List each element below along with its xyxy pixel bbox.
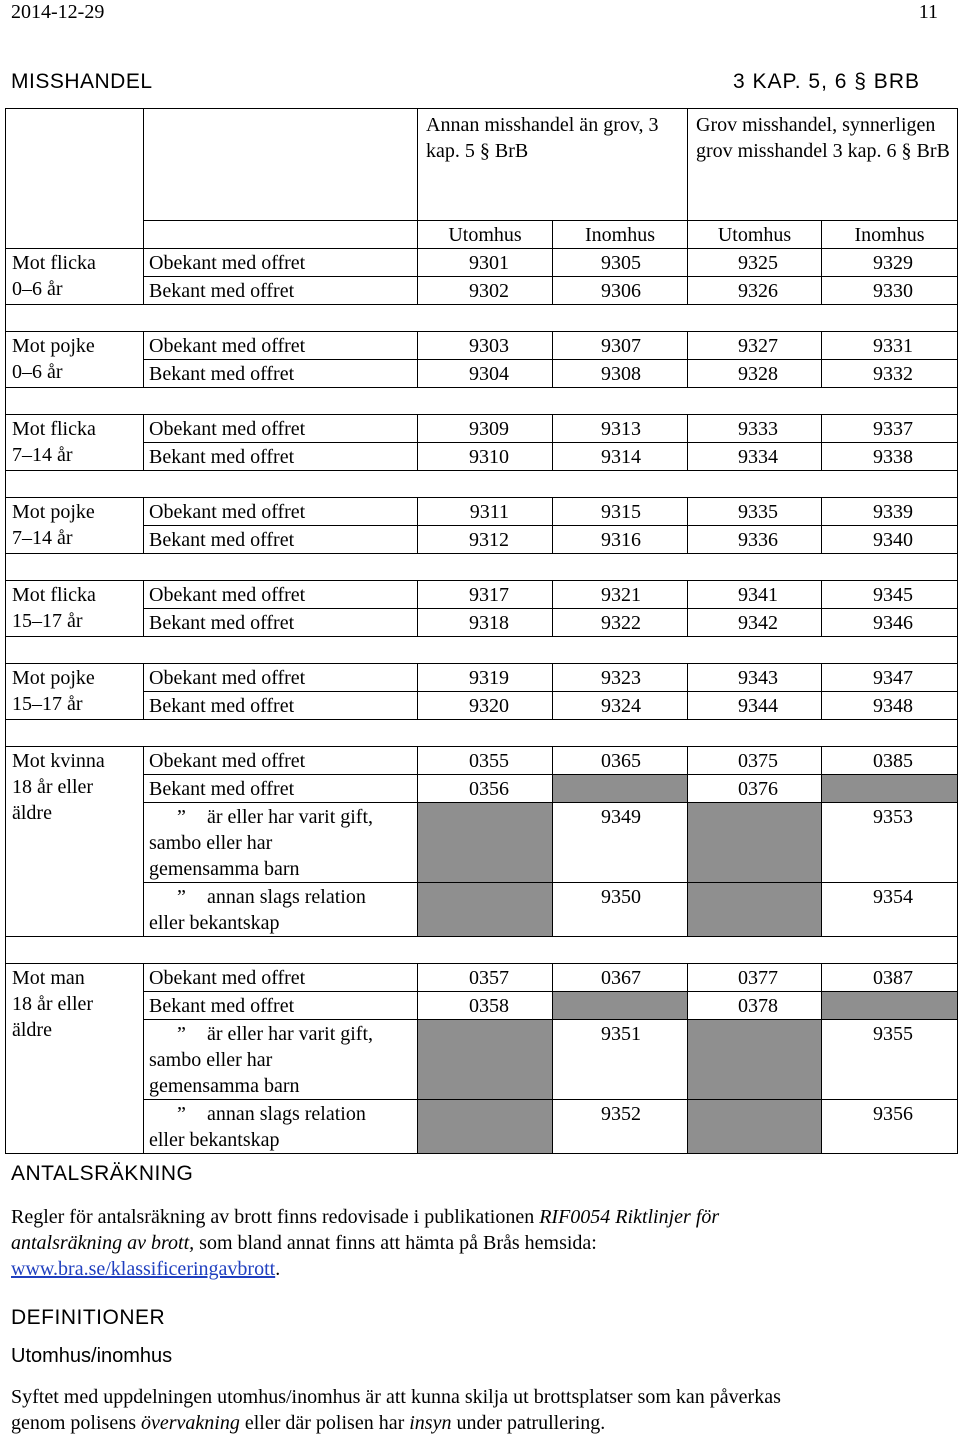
crime-code-cell: 9312 <box>418 526 553 554</box>
crime-code-cell: 9317 <box>418 581 553 609</box>
relation-label <box>144 332 418 360</box>
crime-code-cell: 0357 <box>418 964 553 992</box>
table-row <box>6 692 958 720</box>
relation-label-text: Bekant med offret <box>149 280 295 302</box>
spacer-row <box>6 554 958 581</box>
crime-code-cell: 9318 <box>418 609 553 637</box>
relation-label <box>144 443 418 471</box>
bra-website-link[interactable]: www.bra.se/klassificeringavbrott <box>11 1258 276 1280</box>
crime-code-cell: 9333 <box>688 415 822 443</box>
relation-label <box>144 692 418 720</box>
spacer-cell <box>6 388 958 415</box>
crime-code-cell: 9323 <box>553 664 688 692</box>
crime-code-table-body <box>6 109 958 1154</box>
emphasis: övervakning <box>141 1412 240 1434</box>
victim-category-line: 0–6 år <box>12 278 63 300</box>
victim-category-line: Mot flicka <box>12 252 96 274</box>
spacer-cell <box>6 471 958 498</box>
antalsrakning-paragraph <box>11 1204 911 1282</box>
victim-category <box>6 664 144 720</box>
relation-label-line: är eller har varit gift, <box>207 1023 374 1045</box>
table-row <box>6 964 958 992</box>
crime-code-cell: 9305 <box>553 249 688 277</box>
relation-label <box>144 415 418 443</box>
paragraph-text: genom polisens <box>11 1412 141 1434</box>
crime-code-cell: 9332 <box>822 360 958 388</box>
table-row <box>6 332 958 360</box>
crime-code-cell: 9304 <box>418 360 553 388</box>
relation-label-line: sambo eller har <box>149 1049 273 1071</box>
crime-code-cell: 0385 <box>822 747 958 775</box>
not-applicable-cell <box>688 803 822 883</box>
victim-category-line: Mot flicka <box>12 584 96 606</box>
relation-label <box>144 277 418 305</box>
crime-code-cell: 0365 <box>553 747 688 775</box>
not-applicable-cell <box>418 1100 553 1154</box>
crime-code-cell: 0358 <box>418 992 553 1020</box>
crime-code-cell: 9346 <box>822 609 958 637</box>
relation-label-line: gemensamma barn <box>149 1075 300 1097</box>
section-title: MISSHANDEL <box>11 70 153 93</box>
crime-code-cell: 0375 <box>688 747 822 775</box>
crime-code-cell: 9306 <box>553 277 688 305</box>
crime-code-table <box>5 108 958 1154</box>
relation-label-line: eller bekantskap <box>149 912 280 934</box>
header-empty-cell <box>144 109 418 221</box>
relation-label <box>144 803 418 883</box>
crime-code-cell: 9315 <box>553 498 688 526</box>
relation-label-text: Bekant med offret <box>149 778 295 800</box>
relation-label <box>144 498 418 526</box>
table-row <box>6 415 958 443</box>
relation-label-text: Bekant med offret <box>149 363 295 385</box>
table-row <box>6 443 958 471</box>
not-applicable-cell <box>418 1020 553 1100</box>
victim-category-line: Mot kvinna <box>12 750 105 772</box>
not-applicable-cell <box>822 775 958 803</box>
relation-label <box>144 664 418 692</box>
header-date: 2014-12-29 <box>11 1 105 23</box>
header-empty-cell <box>144 221 418 249</box>
crime-code-cell: 9342 <box>688 609 822 637</box>
crime-code-cell: 0355 <box>418 747 553 775</box>
relation-label-text: Obekant med offret <box>149 418 306 440</box>
ditto-mark: ” <box>177 806 186 828</box>
header-empty-cell <box>6 109 144 221</box>
crime-code-cell: 9314 <box>553 443 688 471</box>
page-number: 11 <box>918 1 938 23</box>
relation-label <box>144 1100 418 1154</box>
table-row <box>6 249 958 277</box>
relation-label <box>144 249 418 277</box>
relation-label <box>144 964 418 992</box>
column-header: Utomhus <box>688 221 822 249</box>
table-subheader-row <box>6 221 958 249</box>
crime-code-cell: 0378 <box>688 992 822 1020</box>
not-applicable-cell <box>553 992 688 1020</box>
section-law-reference: 3 KAP. 5, 6 § BRB <box>732 70 920 93</box>
relation-label-line: annan slags relation <box>207 1103 366 1125</box>
crime-code-cell: 0377 <box>688 964 822 992</box>
crime-code-cell: 9336 <box>688 526 822 554</box>
crime-code-cell: 9328 <box>688 360 822 388</box>
victim-category-line: Mot pojke <box>12 335 95 357</box>
table-row <box>6 992 958 1020</box>
spacer-row <box>6 305 958 332</box>
paragraph-text: eller där polisen har <box>239 1412 410 1434</box>
relation-label <box>144 883 418 937</box>
crime-code-cell: 9355 <box>822 1020 958 1100</box>
crime-code-cell: 9309 <box>418 415 553 443</box>
victim-category-line: Mot flicka <box>12 418 96 440</box>
relation-label-text: Bekant med offret <box>149 529 295 551</box>
table-row <box>6 609 958 637</box>
table-row <box>6 803 958 883</box>
crime-code-cell: 9316 <box>553 526 688 554</box>
crime-code-cell: 9310 <box>418 443 553 471</box>
antalsrakning-title: ANTALSRÄKNING <box>11 1162 194 1185</box>
crime-code-cell: 9320 <box>418 692 553 720</box>
definition-paragraph <box>11 1384 911 1436</box>
crime-code-cell: 9334 <box>688 443 822 471</box>
victim-category-line: Mot pojke <box>12 667 95 689</box>
victim-category-line: 7–14 år <box>12 444 73 466</box>
victim-category-line: 18 år eller <box>12 776 94 798</box>
crime-code-cell: 9308 <box>553 360 688 388</box>
relation-label <box>144 581 418 609</box>
relation-label <box>144 992 418 1020</box>
crime-code-cell: 9322 <box>553 609 688 637</box>
column-header: Utomhus <box>418 221 553 249</box>
relation-label-text: Obekant med offret <box>149 501 306 523</box>
crime-code-cell: 9326 <box>688 277 822 305</box>
crime-code-cell: 9356 <box>822 1100 958 1154</box>
crime-code-cell: 9337 <box>822 415 958 443</box>
crime-code-cell: 9335 <box>688 498 822 526</box>
relation-label-text: Obekant med offret <box>149 584 306 606</box>
victim-category <box>6 249 144 305</box>
crime-code-cell: 9343 <box>688 664 822 692</box>
crime-code-cell: 9311 <box>418 498 553 526</box>
crime-code-cell: 9352 <box>553 1100 688 1154</box>
victim-category-line: Mot pojke <box>12 501 95 523</box>
relation-label-text: Obekant med offret <box>149 667 306 689</box>
crime-code-cell: 0376 <box>688 775 822 803</box>
crime-code-cell: 9307 <box>553 332 688 360</box>
victim-category <box>6 581 144 637</box>
crime-code-cell: 9351 <box>553 1020 688 1100</box>
crime-code-cell: 9324 <box>553 692 688 720</box>
table-row <box>6 775 958 803</box>
emphasis: insyn <box>409 1412 452 1434</box>
paragraph-text: . <box>275 1258 281 1280</box>
relation-label <box>144 360 418 388</box>
definitioner-title: DEFINITIONER <box>11 1306 166 1329</box>
crime-code-cell: 9301 <box>418 249 553 277</box>
not-applicable-cell <box>553 775 688 803</box>
table-row <box>6 1100 958 1154</box>
victim-category <box>6 332 144 388</box>
publication-title: RIF0054 Riktlinjer för <box>539 1206 720 1228</box>
table-row <box>6 360 958 388</box>
not-applicable-cell <box>688 883 822 937</box>
victim-category-line: 18 år eller <box>12 993 94 1015</box>
column-header: Inomhus <box>822 221 958 249</box>
not-applicable-cell <box>688 1100 822 1154</box>
crime-code-cell: 9319 <box>418 664 553 692</box>
relation-label-text: Bekant med offret <box>149 612 295 634</box>
relation-label-line: är eller har varit gift, <box>207 806 374 828</box>
crime-code-cell: 9327 <box>688 332 822 360</box>
paragraph-text: under patrullering. <box>451 1412 606 1434</box>
table-row <box>6 747 958 775</box>
relation-label-text: Bekant med offret <box>149 995 295 1017</box>
paragraph-text: som bland annat finns att hämta på Brås hemsida: <box>194 1232 597 1254</box>
not-applicable-cell <box>822 992 958 1020</box>
column-header: Inomhus <box>553 221 688 249</box>
relation-label-text: Obekant med offret <box>149 252 306 274</box>
table-row <box>6 1020 958 1100</box>
relation-label <box>144 775 418 803</box>
publication-title: antalsräkning av brott, <box>11 1232 195 1254</box>
table-row <box>6 498 958 526</box>
victim-category-line: 15–17 år <box>12 693 83 715</box>
crime-code-cell: 9350 <box>553 883 688 937</box>
crime-code-cell: 9325 <box>688 249 822 277</box>
table-row <box>6 277 958 305</box>
crime-code-cell: 0367 <box>553 964 688 992</box>
crime-code-cell: 9321 <box>553 581 688 609</box>
crime-code-cell: 9349 <box>553 803 688 883</box>
crime-code-cell: 9348 <box>822 692 958 720</box>
not-applicable-cell <box>418 803 553 883</box>
victim-category-line: äldre <box>12 1019 52 1041</box>
spacer-row <box>6 720 958 747</box>
crime-code-cell: 9303 <box>418 332 553 360</box>
crime-code-cell: 9329 <box>822 249 958 277</box>
not-applicable-cell <box>418 883 553 937</box>
relation-label <box>144 747 418 775</box>
spacer-row <box>6 937 958 964</box>
ditto-mark: ” <box>177 1023 186 1045</box>
relation-label-line: gemensamma barn <box>149 858 300 880</box>
ditto-mark: ” <box>177 1103 186 1125</box>
header-annan-misshandel: Annan misshandel än grov, 3 kap. 5 § BrB <box>418 109 688 221</box>
victim-category <box>6 415 144 471</box>
victim-category-line: Mot man <box>12 967 85 989</box>
spacer-cell <box>6 554 958 581</box>
definition-subtitle: Utomhus/inomhus <box>11 1345 173 1367</box>
crime-code-cell: 0387 <box>822 964 958 992</box>
crime-code-cell: 9313 <box>553 415 688 443</box>
header-empty-cell <box>6 221 144 249</box>
spacer-row <box>6 388 958 415</box>
spacer-row <box>6 471 958 498</box>
table-row <box>6 581 958 609</box>
table-header-row <box>6 109 958 221</box>
victim-category-line: 0–6 år <box>12 361 63 383</box>
relation-label <box>144 609 418 637</box>
crime-code-cell: 9331 <box>822 332 958 360</box>
crime-code-cell: 9340 <box>822 526 958 554</box>
crime-code-cell: 9347 <box>822 664 958 692</box>
spacer-cell <box>6 637 958 664</box>
relation-label <box>144 1020 418 1100</box>
crime-code-cell: 9338 <box>822 443 958 471</box>
crime-code-cell: 9353 <box>822 803 958 883</box>
crime-code-cell: 9302 <box>418 277 553 305</box>
table-row <box>6 526 958 554</box>
table-row <box>6 664 958 692</box>
crime-code-cell: 9330 <box>822 277 958 305</box>
victim-category <box>6 498 144 554</box>
relation-label-text: Bekant med offret <box>149 446 295 468</box>
header-grov-misshandel: Grov misshandel, synnerligen grov misshandel 3 kap. 6 § BrB <box>688 109 958 221</box>
relation-label-text: Obekant med offret <box>149 967 306 989</box>
relation-label-line: sambo eller har <box>149 832 273 854</box>
crime-code-cell: 9344 <box>688 692 822 720</box>
paragraph-text: Syftet med uppdelningen utomhus/inomhus är att kunna skilja ut brottsplatser som kan påverkas <box>11 1386 781 1408</box>
spacer-cell <box>6 305 958 332</box>
spacer-cell <box>6 937 958 964</box>
crime-code-cell: 9341 <box>688 581 822 609</box>
crime-code-cell: 9354 <box>822 883 958 937</box>
relation-label-line: eller bekantskap <box>149 1129 280 1151</box>
victim-category-line: 7–14 år <box>12 527 73 549</box>
relation-label-text: Bekant med offret <box>149 695 295 717</box>
relation-label <box>144 526 418 554</box>
relation-label-line: annan slags relation <box>207 886 366 908</box>
victim-category <box>6 964 144 1154</box>
paragraph-text: Regler för antalsräkning av brott finns redovisade i publikationen <box>11 1206 540 1228</box>
victim-category-line: äldre <box>12 802 52 824</box>
victim-category-line: 15–17 år <box>12 610 83 632</box>
crime-code-cell: 9339 <box>822 498 958 526</box>
not-applicable-cell <box>688 1020 822 1100</box>
spacer-row <box>6 637 958 664</box>
table-row <box>6 883 958 937</box>
relation-label-text: Obekant med offret <box>149 335 306 357</box>
crime-code-cell: 9345 <box>822 581 958 609</box>
spacer-cell <box>6 720 958 747</box>
crime-code-cell: 0356 <box>418 775 553 803</box>
relation-label-text: Obekant med offret <box>149 750 306 772</box>
victim-category <box>6 747 144 937</box>
ditto-mark: ” <box>177 886 186 908</box>
